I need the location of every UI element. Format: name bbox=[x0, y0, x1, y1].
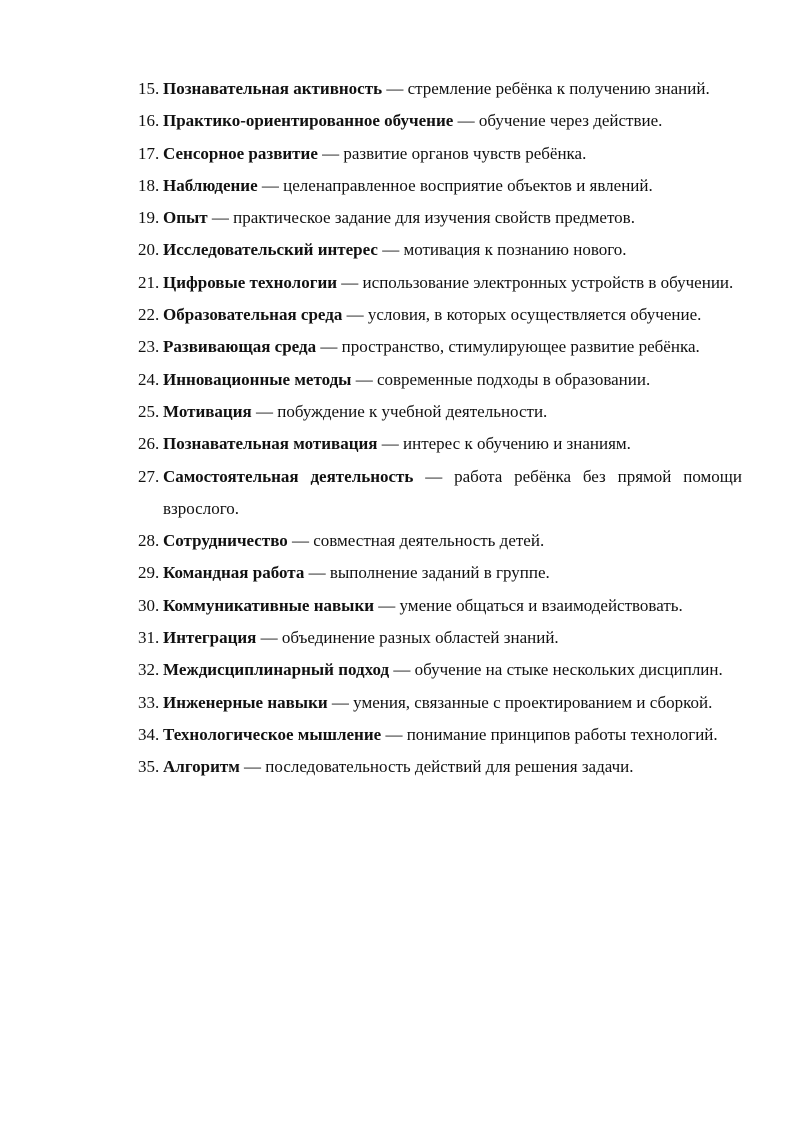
item-number: 24. bbox=[138, 369, 160, 389]
item-number: 21. bbox=[138, 272, 160, 292]
item-definition: — выполнение заданий в группе. bbox=[304, 563, 550, 583]
item-definition: — условия, в которых осуществляется обучение. bbox=[342, 305, 702, 325]
item-term: Командная работа bbox=[163, 563, 305, 583]
item-definition: — интерес к обучению и знаниям. bbox=[377, 434, 631, 454]
item-term: Исследовательский интерес bbox=[163, 240, 378, 260]
item-number: 15. bbox=[138, 79, 160, 98]
list-item bbox=[138, 267, 742, 299]
item-term: Инженерные навыки bbox=[163, 692, 328, 712]
item-number: 17. bbox=[138, 143, 160, 163]
item-term: Интеграция bbox=[163, 628, 257, 648]
item-term: Коммуникативные навыки bbox=[163, 595, 375, 615]
item-term: Образовательная среда bbox=[163, 305, 343, 325]
item-term: Мотивация bbox=[163, 401, 252, 421]
list-item bbox=[138, 428, 742, 460]
item-definition: — развитие органов чувств ребёнка. bbox=[317, 143, 587, 163]
list-item bbox=[138, 461, 742, 526]
item-term: Опыт bbox=[163, 208, 208, 228]
item-definition: — умение общаться и взаимодействовать. bbox=[374, 595, 683, 615]
item-definition: — обучение на стыке нескольких дисциплин. bbox=[389, 660, 723, 680]
item-definition: — мотивация к познанию нового. bbox=[377, 240, 627, 260]
item-number: 29. bbox=[138, 563, 160, 583]
list-item bbox=[138, 687, 742, 719]
item-number: 26. bbox=[138, 434, 160, 454]
list-item bbox=[138, 719, 742, 751]
item-term: Познавательная активность bbox=[163, 79, 383, 98]
list-item bbox=[138, 202, 742, 234]
item-definition: — работа ребёнка без прямой помощи взрослого. bbox=[163, 466, 742, 518]
item-definition: — практическое задание для изучения свойств предметов. bbox=[207, 208, 635, 228]
item-number: 20. bbox=[138, 240, 160, 260]
item-number: 22. bbox=[138, 305, 160, 325]
item-term: Сенсорное развитие bbox=[163, 143, 318, 163]
list-item bbox=[138, 364, 742, 396]
list-item bbox=[138, 138, 742, 170]
item-number: 25. bbox=[138, 401, 160, 421]
item-term: Развивающая среда bbox=[163, 337, 317, 357]
list-item bbox=[138, 654, 742, 686]
item-term: Практико-ориентированное обучение bbox=[163, 111, 454, 131]
item-definition: — современные подходы в образовании. bbox=[351, 369, 651, 389]
item-definition: — умения, связанные с проектированием и сборкой. bbox=[327, 692, 713, 712]
list-item bbox=[138, 331, 742, 363]
list-item bbox=[138, 590, 742, 622]
list-item bbox=[138, 557, 742, 589]
item-term: Технологическое мышление bbox=[163, 724, 382, 744]
item-definition: — объединение разных областей знаний. bbox=[256, 628, 559, 648]
item-term: Инновационные методы bbox=[163, 369, 352, 389]
item-term: Самостоятельная деятельность bbox=[163, 466, 414, 486]
item-term: Сотрудничество bbox=[163, 531, 288, 551]
list-item bbox=[138, 105, 742, 137]
item-definition: — использование электронных устройств в обучении. bbox=[337, 272, 734, 292]
item-term: Междисциплинарный подход bbox=[163, 660, 390, 680]
list-item bbox=[138, 299, 742, 331]
item-number: 32. bbox=[138, 660, 160, 680]
list-item bbox=[138, 622, 742, 654]
item-number: 27. bbox=[138, 466, 160, 486]
item-term: Цифровые технологии bbox=[163, 272, 338, 292]
item-number: 35. bbox=[138, 757, 160, 777]
item-term: Познавательная мотивация bbox=[163, 434, 378, 454]
item-term: Алгоритм bbox=[163, 757, 240, 777]
item-definition: — последовательность действий для решения задачи. bbox=[239, 757, 634, 777]
item-number: 18. bbox=[138, 175, 160, 195]
glossary-list bbox=[138, 73, 742, 784]
item-number: 28. bbox=[138, 531, 160, 551]
item-definition: — побуждение к учебной деятельности. bbox=[251, 401, 548, 421]
item-number: 31. bbox=[138, 628, 160, 648]
list-item bbox=[138, 396, 742, 428]
list-item bbox=[138, 170, 742, 202]
item-definition: — понимание принципов работы технологий. bbox=[381, 724, 718, 744]
item-definition: — совместная деятельность детей. bbox=[287, 531, 545, 551]
item-term: Наблюдение bbox=[163, 175, 258, 195]
list-item bbox=[138, 751, 742, 783]
item-number: 16. bbox=[138, 111, 160, 131]
list-item bbox=[138, 73, 742, 105]
item-number: 34. bbox=[138, 724, 160, 744]
list-item bbox=[138, 525, 742, 557]
item-definition: — пространство, стимулирующее развитие ребёнка. bbox=[316, 337, 700, 357]
item-number: 30. bbox=[138, 595, 160, 615]
list-item bbox=[138, 234, 742, 266]
item-number: 33. bbox=[138, 692, 160, 712]
item-number: 19. bbox=[138, 208, 160, 228]
item-definition: — целенаправленное восприятие объектов и явлений. bbox=[257, 175, 653, 195]
item-definition: — стремление ребёнка к получению знаний. bbox=[382, 79, 710, 98]
item-definition: — обучение через действие. bbox=[453, 111, 663, 131]
item-number: 23. bbox=[138, 337, 160, 357]
